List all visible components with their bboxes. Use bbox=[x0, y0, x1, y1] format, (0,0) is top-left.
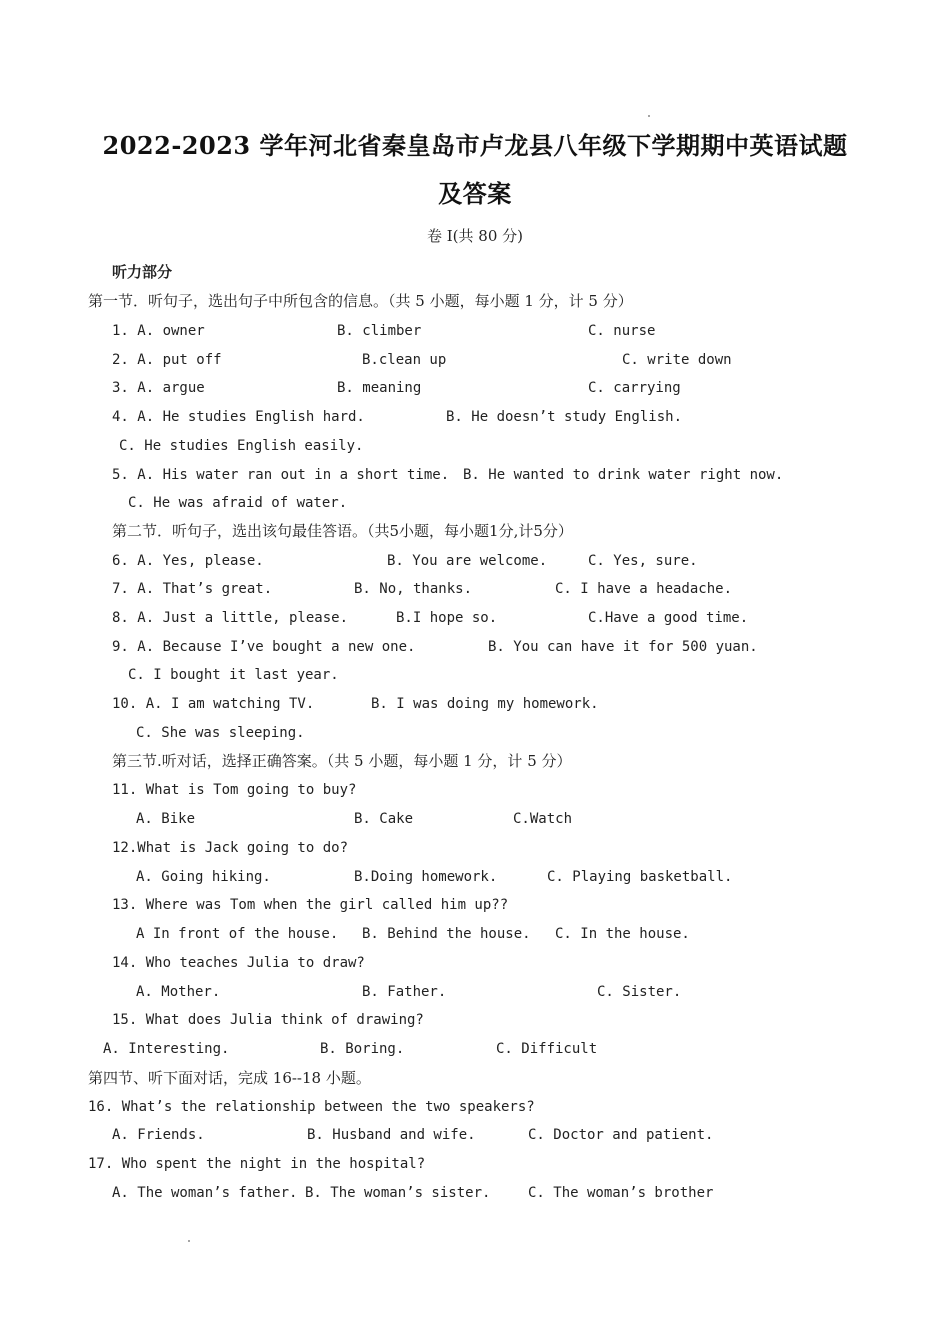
q12-option-a: A. Going hiking. bbox=[136, 869, 271, 885]
q4-option-a: 4. A. He studies English hard. bbox=[112, 409, 365, 425]
q12-option-b: B.Doing homework. bbox=[354, 869, 498, 885]
scan-speck bbox=[648, 115, 650, 117]
q11-option-b: B. Cake bbox=[354, 811, 414, 827]
q17-stem: 17. Who spent the night in the hospital? bbox=[88, 1156, 426, 1172]
section-4-heading: 第四节、听下面对话，完成 16--18 小题。 bbox=[88, 1069, 371, 1087]
q14-option-c: C. Sister. bbox=[597, 984, 682, 1000]
q16-option-c: C. Doctor and patient. bbox=[528, 1127, 714, 1143]
scan-speck bbox=[188, 1240, 190, 1242]
q2-option-a: 2. A. put off bbox=[112, 352, 222, 368]
q7-option-b: B. No, thanks. bbox=[354, 581, 473, 597]
q3-option-b: B. meaning bbox=[337, 380, 422, 396]
q13-stem: 13. Where was Tom when the girl called him up?? bbox=[112, 897, 509, 913]
document-title-line1: 2022-2023 学年河北省秦皇岛市卢龙县八年级下学期期中英语试题 bbox=[102, 131, 848, 160]
q10-option-b: B. I was doing my homework. bbox=[371, 696, 599, 712]
q10-option-a: 10. A. I am watching TV. bbox=[112, 696, 315, 712]
q6-option-c: C. Yes, sure. bbox=[588, 553, 698, 569]
q11-option-c: C.Watch bbox=[513, 811, 573, 827]
q11-stem: 11. What is Tom going to buy? bbox=[112, 782, 357, 798]
q2-option-c: C. write down bbox=[622, 352, 732, 368]
q15-option-a: A. Interesting. bbox=[103, 1041, 230, 1057]
q12-option-c: C. Playing basketball. bbox=[547, 869, 733, 885]
q13-option-a: A In front of the house. bbox=[136, 926, 339, 942]
q9-option-c: C. I bought it last year. bbox=[128, 667, 339, 683]
q9-option-a: 9. A. Because I’ve bought a new one. bbox=[112, 639, 416, 655]
listening-heading: 听力部分 bbox=[112, 263, 173, 281]
q7-option-a: 7. A. That’s great. bbox=[112, 581, 273, 597]
volume-label: 卷 I(共 80 分) bbox=[426, 227, 524, 245]
q16-option-b: B. Husband and wife. bbox=[307, 1127, 476, 1143]
q11-option-a: A. Bike bbox=[136, 811, 196, 827]
q14-stem: 14. Who teaches Julia to draw? bbox=[112, 955, 365, 971]
q6-option-a: 6. A. Yes, please. bbox=[112, 553, 264, 569]
q10-option-c: C. She was sleeping. bbox=[136, 725, 305, 741]
section-1-heading: 第一节．听句子，选出句子中所包含的信息。（共 5 小题，每小题 1 分，计 5 分） bbox=[88, 292, 633, 310]
q9-option-b: B. You can have it for 500 yuan. bbox=[488, 639, 758, 655]
section-3-heading: 第三节.听对话，选择正确答案。（共 5 小题，每小题 1 分，计 5 分） bbox=[112, 752, 572, 770]
q4-option-b: B. He doesn’t study English. bbox=[446, 409, 683, 425]
q17-option-a: A. The woman’s father. bbox=[112, 1185, 298, 1201]
q15-stem: 15. What does Julia think of drawing? bbox=[112, 1012, 424, 1028]
q8-option-c: C.Have a good time. bbox=[588, 610, 749, 626]
q17-option-b: B. The woman’s sister. bbox=[305, 1185, 491, 1201]
q3-option-a: 3. A. argue bbox=[112, 380, 205, 396]
document-title-line2: 及答案 bbox=[438, 179, 512, 208]
q16-option-a: A. Friends. bbox=[112, 1127, 205, 1143]
q1-option-a: 1. A. owner bbox=[112, 323, 205, 339]
q1-option-b: B. climber bbox=[337, 323, 422, 339]
q8-option-a: 8. A. Just a little, please. bbox=[112, 610, 349, 626]
q12-stem: 12.What is Jack going to do? bbox=[112, 840, 349, 856]
q5-option-a: 5. A. His water ran out in a short time. bbox=[112, 467, 450, 483]
q4-option-c: C. He studies English easily. bbox=[119, 438, 364, 454]
q13-option-b: B. Behind the house. bbox=[362, 926, 531, 942]
q17-option-c: C. The woman’s brother bbox=[528, 1185, 714, 1201]
q13-option-c: C. In the house. bbox=[555, 926, 690, 942]
q8-option-b: B.I hope so. bbox=[396, 610, 498, 626]
q14-option-a: A. Mother. bbox=[136, 984, 221, 1000]
q1-option-c: C. nurse bbox=[588, 323, 656, 339]
section-2-heading: 第二节．听句子，选出该句最佳答语。（共5小题，每小题1分,计5分） bbox=[112, 522, 573, 540]
q5-option-c: C. He was afraid of water. bbox=[128, 495, 348, 511]
q16-stem: 16. What’s the relationship between the two speakers? bbox=[88, 1099, 535, 1115]
q2-option-b: B.clean up bbox=[362, 352, 447, 368]
q15-option-c: C. Difficult bbox=[496, 1041, 598, 1057]
q14-option-b: B. Father. bbox=[362, 984, 447, 1000]
q7-option-c: C. I have a headache. bbox=[555, 581, 733, 597]
q15-option-b: B. Boring. bbox=[320, 1041, 405, 1057]
q3-option-c: C. carrying bbox=[588, 380, 681, 396]
q6-option-b: B. You are welcome. bbox=[387, 553, 548, 569]
q5-option-b: B. He wanted to drink water right now. bbox=[463, 467, 784, 483]
